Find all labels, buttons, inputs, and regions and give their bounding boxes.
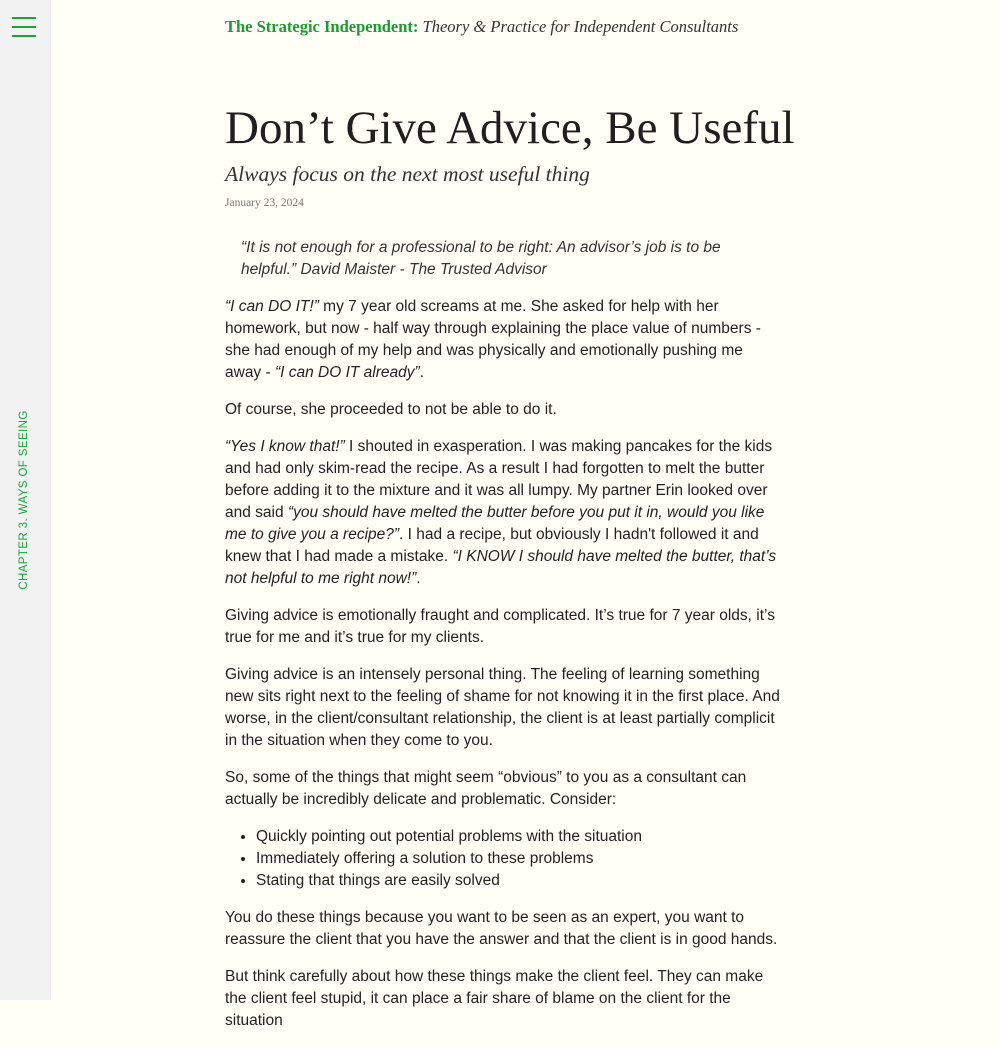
- article-title: Don’t Give Advice, Be Useful: [225, 102, 795, 154]
- list-item: • Immediately offering a solution to these problems: [256, 848, 780, 870]
- quoted-speech: “you should have melted the butter before you put it in, would you like me to give you a recipe?”: [225, 504, 765, 543]
- sidebar: [0, 0, 51, 1000]
- paragraph: So, some of the things that might seem “obvious” to you as a consultant can actually be incredibly delicate and problematic. Consider:: [225, 769, 747, 808]
- paragraph: [225, 296, 780, 384]
- epigraph-quote: “It is not enough for a professional to be right: An advisor’s job is to be helpful.” David Maister - The Trusted Advisor: [241, 239, 721, 278]
- list-item: • Stating that things are easily solved: [256, 870, 780, 892]
- menu-bar: [12, 26, 36, 28]
- hamburger-menu-icon[interactable]: [12, 17, 36, 37]
- article-date: January 23, 2024: [225, 197, 304, 209]
- paragraph-text: my 7 year old screams at me. She asked for help with her homework, but now - half way through explaining the place value of numbers - she had enough of my help and was physically and emotionally pushing me away -: [225, 298, 761, 381]
- paragraph: Giving advice is an intensely personal thing. The feeling of learning something new sits right next to the feeling of shame for not knowing it in the first place. And worse, in the client/consultant relationship, the client is at least partially complicit in the situation when they come to you.: [225, 666, 780, 749]
- article-container: [225, 100, 795, 1047]
- quoted-speech: “I KNOW I should have melted the butter, that’s not helpful to me right now!”: [225, 548, 777, 587]
- site-tagline: Theory & Practice for Independent Consultants: [422, 17, 739, 36]
- article-body: [225, 237, 780, 1032]
- article-subtitle: Always focus on the next most useful thing: [225, 162, 590, 186]
- menu-bar: [12, 35, 36, 37]
- chapter-label[interactable]: CHAPTER 3. WAYS OF SEEING: [18, 410, 30, 590]
- paragraph-text: .: [419, 364, 424, 381]
- quoted-speech: “I can DO IT already”: [274, 364, 420, 381]
- paragraph: You do these things because you want to be seen as an expert, you want to reassure the client that you have the answer and that the client is in good hands.: [225, 909, 778, 948]
- site-header: [225, 17, 738, 37]
- paragraph: Giving advice is emotionally fraught and complicated. It’s true for 7 year olds, it’s true for me and it’s true for my clients.: [225, 607, 775, 646]
- quoted-speech: “Yes I know that!”: [225, 438, 345, 455]
- paragraph-text: .: [416, 570, 421, 587]
- bullet-list: [225, 826, 780, 892]
- paragraph: But think carefully about how these things make the client feel. They can make the client feel stupid, it can place a fair share of blame on the client for the situation: [225, 968, 764, 1029]
- site-name-link[interactable]: The Strategic Independent:: [225, 17, 419, 36]
- paragraph-text: . I had a recipe, but obviously I hadn't followed it and knew that I had made a mistake.: [225, 526, 759, 565]
- paragraph: Of course, she proceeded to not be able to do it.: [225, 401, 557, 418]
- menu-bar: [12, 17, 36, 19]
- list-item: • Quickly pointing out potential problems with the situation: [256, 826, 780, 848]
- paragraph-text: I shouted in exasperation. I was making pancakes for the kids and had only skim-read the recipe. As a result I had forgotten to melt the butter before adding it to the mixture and it was all lumpy. My partner Erin looked over and said: [225, 438, 773, 521]
- paragraph: [225, 436, 780, 590]
- quoted-speech: “I can DO IT!”: [225, 298, 319, 315]
